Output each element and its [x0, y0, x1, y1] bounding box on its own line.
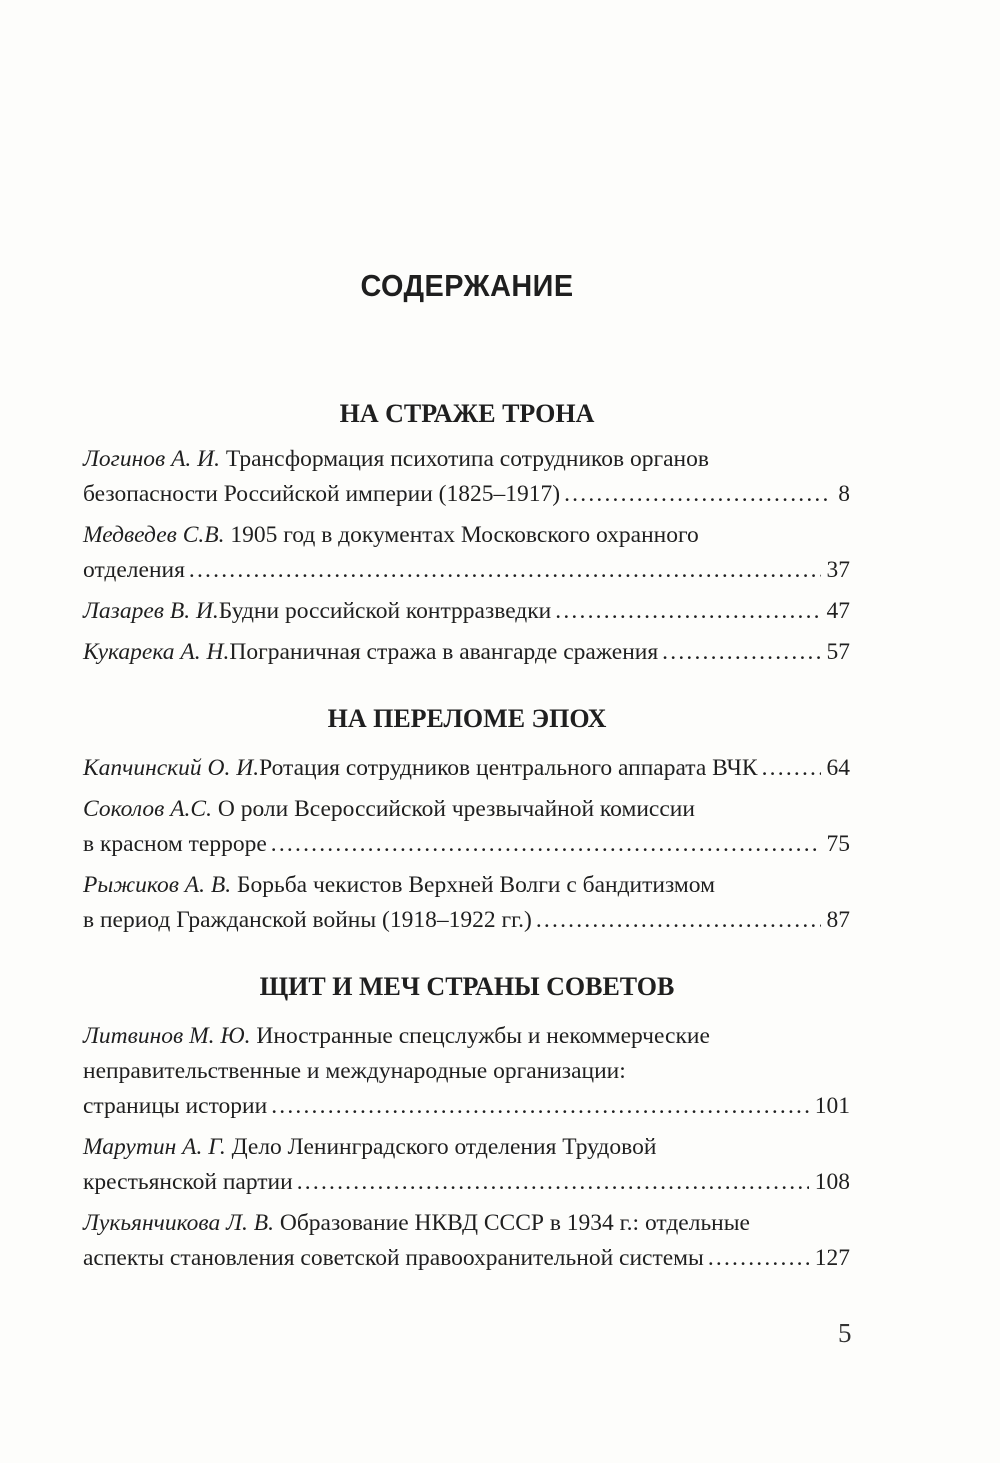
entry-page: 87 [826, 907, 850, 933]
entry-title-end: аспекты становления советской правоохранительной системы [83, 1245, 704, 1271]
page-number: 5 [838, 1318, 852, 1348]
toc-entry [83, 442, 850, 512]
leader-dots [555, 594, 820, 629]
toc-entry [83, 751, 850, 786]
entry-author: Медведев С.В. [83, 522, 225, 548]
entry-page: 75 [826, 831, 850, 857]
toc-entry [83, 792, 850, 862]
leader-dots [564, 477, 832, 512]
entry-title: Образование НКВД СССР в 1934 г.: отдельные [273, 1210, 750, 1236]
table-of-contents [83, 392, 850, 1303]
leader-dots [271, 827, 821, 862]
entry-author: Марутин А. Г. [83, 1134, 226, 1160]
entry-page: 8 [838, 481, 850, 507]
toc-entry [83, 1019, 850, 1124]
section-heading: НА СТРАЖЕ ТРОНА [339, 399, 595, 428]
toc-section [83, 965, 850, 1276]
toc-entry [83, 868, 850, 938]
entry-title: Будни российской контрразведки [218, 598, 552, 624]
toc-section [83, 697, 850, 938]
entry-author: Литвинов М. Ю. [83, 1023, 251, 1049]
toc-entry [83, 1206, 850, 1276]
leader-dots [762, 751, 821, 786]
entry-title: Пограничная стража в авангарде сражения [229, 639, 659, 665]
entry-title: О роли Всероссийской чрезвычайной комиссии [212, 796, 695, 822]
entry-title: Иностранные спецслужбы и некоммерческие [250, 1023, 710, 1049]
leader-dots [536, 903, 821, 938]
entry-page: 127 [814, 1245, 850, 1271]
entry-author: Кукарека А. Н. [83, 639, 230, 665]
entry-title-end: страницы истории [83, 1093, 268, 1119]
section-heading: НА ПЕРЕЛОМЕ ЭПОХ [327, 704, 607, 733]
entry-author: Соколов А.С. [83, 796, 212, 822]
entry-page: 64 [826, 755, 850, 781]
leader-dots [662, 635, 820, 670]
entry-author: Лукьянчикова Л. В. [83, 1210, 274, 1236]
entry-page: 37 [826, 557, 850, 583]
toc-entry [83, 518, 850, 588]
entry-page: 108 [814, 1169, 850, 1195]
entry-title: 1905 год в документах Московского охранного [224, 522, 699, 548]
leader-dots [297, 1165, 809, 1200]
entry-title: Борьба чекистов Верхней Волги с бандитизмом [231, 872, 715, 898]
leader-dots [189, 553, 821, 588]
entry-title-middle: неправительственные и международные организации: [83, 1058, 626, 1084]
section-heading: ЩИТ И МЕЧ СТРАНЫ СОВЕТОВ [259, 972, 675, 1001]
toc-entry [83, 594, 850, 629]
entry-title: Ротация сотрудников центрального аппарата ВЧК [259, 755, 758, 781]
entry-title: Дело Ленинградского отделения Трудовой [225, 1134, 657, 1160]
entry-title: Трансформация психотипа сотрудников органов [220, 446, 709, 472]
entry-title-end: крестьянской партии [83, 1169, 293, 1195]
toc-section [83, 392, 850, 670]
entry-page: 57 [826, 639, 850, 665]
entry-title-end: отделения [83, 557, 185, 583]
entry-page: 47 [826, 598, 850, 624]
entry-author: Рыжиков А. В. [83, 872, 232, 898]
toc-entry [83, 635, 850, 670]
entry-author: Капчинский О. И. [83, 755, 260, 781]
leader-dots [708, 1241, 809, 1276]
entry-author: Лазарев В. И. [83, 598, 219, 624]
entry-title-end: безопасности Российской империи (1825–1917) [83, 481, 561, 507]
entry-author: Логинов А. И. [83, 446, 221, 472]
entry-page: 101 [814, 1093, 850, 1119]
entry-title-end: в период Гражданской войны (1918–1922 гг.) [83, 907, 532, 933]
leader-dots [271, 1089, 809, 1124]
page-title: СОДЕРЖАНИЕ [360, 268, 574, 303]
toc-entry [83, 1130, 850, 1200]
entry-title-end: в красном терроре [83, 831, 267, 857]
